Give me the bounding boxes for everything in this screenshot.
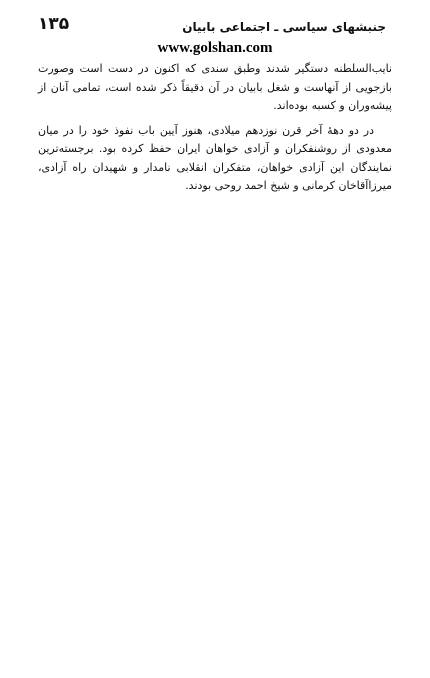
paragraph-1: نایب‌السلطنه دستگیر شدند وطبق سندی که اکنون در دست است وصورت بازجویی از آنهاست و شغل بابیان در آن دقیقاً ذکر شده است، تمامی آنان از پیشه‌وران و کسبه بوده‌اند. — [38, 62, 392, 112]
website-watermark[interactable]: www.golshan.com — [157, 40, 273, 56]
page-number: ۱۳۵ — [38, 14, 70, 34]
running-title: جنبشهای سیاسی ـ اجتماعی بابیان — [182, 20, 386, 34]
paragraph-2: در دو دههٔ آخر قرن نوزدهم میلادی، هنوز آیین باب نفوذ خود را در میان معدودی از روشنفکران و آزادی خواهان ایران حفظ کرده بود. برجسته‌ترین نمایندگان این آزادی خواهان، متفکران انقلابی نامدار و شهیدان راه آزادی، میرزاآقاخان کرمانی و شیخ احمد روحی بودند. — [38, 123, 392, 192]
body-text — [38, 60, 392, 202]
